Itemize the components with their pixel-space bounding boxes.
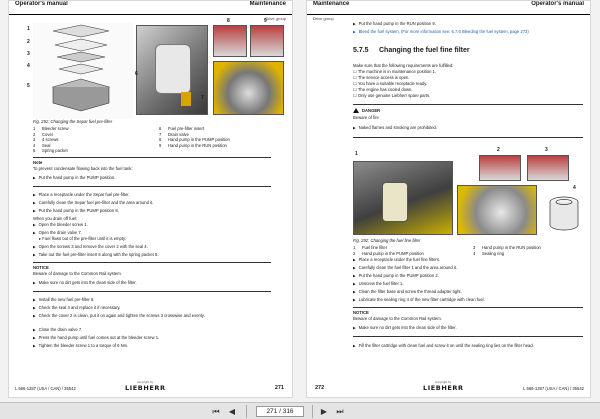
step: ▶ Close the drain valve 7.	[33, 327, 82, 334]
callout-3: 3	[545, 147, 548, 153]
drain-intro: When you drain off fuel:	[33, 216, 78, 221]
hand-pump-pump-photo	[479, 155, 521, 181]
filter-cartridge-photo	[457, 185, 537, 235]
requirement-item: ☐ The engine has cooled down.	[353, 87, 413, 92]
figure-caption: Fig. 291: Changing the Separ fuel pre-filter	[33, 119, 113, 124]
legend-text: Drain valve	[168, 131, 189, 137]
requirement-item: ☐ You have a suitable receptacle ready.	[353, 81, 428, 86]
step: ▶ Carefully clean the fuel filter 1 and the area around it.	[353, 265, 457, 272]
legend-text: Hand pump in the PUMP position	[168, 137, 230, 142]
notice-action: ▶ Make sure no dirt gets into the clean side of the filter.	[33, 280, 137, 287]
requirement-label: The engine has cooled down.	[357, 87, 413, 92]
step: ▶ Put the hand pump in the PUMP position 2.	[353, 273, 439, 280]
liebherr-logo: LIEBHERR	[423, 384, 464, 392]
section-title: Changing the fuel fine filter	[379, 47, 470, 54]
note-title: Note	[33, 160, 43, 165]
previous-page-icon[interactable]: ◀	[228, 407, 236, 416]
bleed-link[interactable]: ▶ Bleed the fuel system, (For more information see: 5.7.6 Bleeding the fuel system, page 273)	[353, 29, 583, 36]
requirement-label: The machine is in maintenance position 1.	[357, 69, 437, 74]
legend-num: 6	[159, 126, 162, 131]
callout-8: 8	[227, 18, 230, 24]
legend-num: 4	[473, 250, 476, 256]
callout-1: 1	[27, 26, 30, 32]
notice-action: ▶ Make sure no dirt gets into the clean side of the filter.	[353, 325, 457, 332]
legend-num: 3	[33, 137, 36, 142]
legend-text: Bleeder screw	[42, 126, 69, 131]
requirement-item: ☐ The machine is in maintenance position 1.	[353, 69, 437, 74]
callout-9: 9	[264, 18, 267, 24]
header-right: Operator's manual	[531, 1, 584, 7]
legend-num: 5	[33, 148, 36, 153]
legend-num: 2	[353, 250, 356, 256]
step: ▶ Put the hand pump in the RUN position 9.	[353, 21, 436, 28]
toolbar-divider	[312, 405, 313, 418]
fuel-fine-filter-photo	[353, 161, 453, 235]
step: ▶ Check the seal 4 and replace it if necessary.	[33, 305, 120, 312]
legend-num: 7	[159, 131, 162, 137]
legend-num: 9	[159, 142, 162, 148]
header-left: Maintenance	[313, 1, 350, 7]
footer-code: L 566-1287 (USA / CAN) / 35542	[523, 386, 584, 391]
legend-text: Fuel pre-filter insert	[168, 126, 205, 131]
last-page-icon[interactable]: ⏭	[336, 407, 344, 416]
header-right: Maintenance	[249, 1, 286, 7]
step: ▶ Press the hand pump until fuel comes out at the bleeder screw 1.	[33, 335, 159, 342]
legend-text: Hand pump in the RUN position	[168, 142, 227, 148]
requirements-intro: Make sure that the following requirements are fulfilled:	[353, 63, 454, 68]
filter-exploded-image	[33, 23, 133, 119]
sealing-ring-drawing	[545, 193, 583, 233]
danger-action: ▶ Naked flames and smoking are prohibited.	[353, 125, 437, 132]
legend-num: 3	[473, 245, 476, 250]
danger-title-row	[353, 108, 380, 114]
step: ▶ Clean the filter base and screw the thread adapter tight.	[353, 289, 462, 296]
legend-num: 1	[33, 126, 36, 131]
legend-text: 4 screws	[42, 137, 59, 142]
requirement-item: ☐ Only use genuine Liebherr spare parts.	[353, 93, 431, 98]
first-page-icon[interactable]: ⏮	[212, 407, 220, 416]
callout-4: 4	[27, 63, 30, 69]
header-left: Operator's manual	[15, 1, 68, 7]
separ-filter-photo	[136, 25, 208, 115]
page-header	[9, 1, 292, 15]
notice-box	[33, 262, 271, 292]
legend-num: 4	[33, 142, 36, 148]
liebherr-logo: LIEBHERR	[125, 384, 166, 392]
legend-text: Sealing ring	[482, 250, 505, 256]
section-number: 5.7.5	[353, 47, 369, 54]
legend-text: Hand pump in the PUMP position	[362, 250, 424, 256]
copyright: copyright by	[137, 380, 154, 384]
left-page	[8, 0, 293, 398]
notice-text: Beware of damage to the Common Rail system.	[33, 271, 122, 276]
step: ▶ Place a receptacle under the fuel fine filters.	[353, 257, 440, 264]
legend-num: 1	[353, 245, 356, 250]
right-page	[306, 0, 591, 398]
callout-1: 1	[355, 151, 358, 157]
legend-text: Cover	[42, 131, 54, 137]
callout-4: 4	[573, 185, 576, 191]
page-number: 272	[315, 385, 325, 391]
notice-title: NOTICE	[353, 310, 369, 315]
note-box	[33, 157, 271, 187]
callout-5: 5	[27, 83, 30, 89]
legend-text: Spring packet	[42, 148, 68, 153]
callout-3: 3	[27, 51, 30, 57]
step: ▶ Put the hand pump in the PUMP position 8.	[33, 208, 119, 215]
step: ▶ Fill the filter cartridge with clean fuel and screw it on until the sealing ring lies on the filter head.	[353, 343, 583, 350]
footer-code: L 566-1287 (USA / CAN) / 35542	[15, 386, 76, 391]
next-page-icon[interactable]: ▶	[320, 407, 328, 416]
hand-pump-run-photo	[250, 25, 284, 57]
step: ▶ Carefully clean the Separ fuel pre-filter and the area around it.	[33, 200, 153, 207]
step: ▶ Check the cover 2 is clean, put it on again and tighten the screws 3 crosswise and evenly.	[33, 313, 273, 320]
step: ▶ Tighten the bleeder screw 1 to a torque of 6 Nm.	[33, 343, 128, 350]
callout-6: 6	[135, 71, 138, 77]
toolbar-divider	[246, 405, 247, 418]
step: ▶ Open the screws 3 and remove the cover 2 with the seal 4.	[33, 244, 148, 251]
step: ▶ Place a receptacle under the Separ fuel pre-filter.	[33, 192, 130, 199]
figure-caption: Fig. 292: Changing the fuel fine filter	[353, 238, 421, 243]
result-label: Fuel flows out of the pre-filter until it is empty.	[42, 236, 126, 241]
callout-2: 2	[27, 39, 30, 45]
hand-pump-pump-photo	[213, 25, 247, 57]
result-text: ▸ Fuel flows out of the pre-filter until it is empty.	[39, 236, 126, 241]
requirement-label: You have a suitable receptacle ready.	[357, 81, 428, 86]
step: ▶ Unscrew the fuel filter 1.	[353, 281, 404, 288]
legend-text: Hand pump in the RUN position	[482, 245, 541, 250]
warning-icon	[353, 108, 359, 113]
callout-2: 2	[497, 147, 500, 153]
legend-num: 8	[159, 137, 162, 142]
page-navigation-toolbar	[0, 402, 600, 419]
legend-num: 2	[33, 131, 36, 137]
drain-valve-photo	[213, 61, 284, 115]
notice-box	[353, 307, 583, 337]
requirement-label: Only use genuine Liebherr spare parts.	[357, 93, 431, 98]
note-text: To prevent condensate flowing back into the fuel tank:	[33, 166, 133, 171]
danger-box	[353, 104, 583, 138]
page-header	[307, 1, 590, 15]
note-step: ▶ Put the hand pump in the PUMP position.	[33, 175, 115, 182]
step: ▶ Take out the fuel pre-filter insert 6 along with the spring packet 5.	[33, 252, 159, 259]
step: ▶ Lubricate the sealing ring 4 of the new filter cartridge with clean fuel.	[353, 297, 485, 304]
requirement-item: ☐ The service access is open.	[353, 75, 410, 80]
copyright: copyright by	[435, 380, 452, 384]
legend-text: Seal	[42, 142, 51, 148]
requirement-label: The service access is open.	[357, 75, 410, 80]
notice-text: Beware of damage to the Common Rail system.	[353, 316, 442, 321]
step: ▶ Open the drain valve 7.	[33, 230, 82, 237]
notice-title: NOTICE	[33, 265, 49, 270]
page-number: 271	[274, 385, 284, 391]
legend-text: Fuel fine filter	[362, 245, 388, 250]
subheader: Drive group	[265, 16, 286, 21]
step: ▶ Open the bleeder screw 1.	[33, 222, 88, 229]
danger-title: DANGER	[362, 108, 381, 113]
danger-text: Beware of fire	[353, 115, 379, 120]
hand-pump-run-photo	[527, 155, 569, 181]
step: ▶ Install the new fuel pre-filter 6.	[33, 297, 94, 304]
callout-7: 7	[201, 95, 204, 101]
subheader: Drive group	[313, 16, 334, 21]
page-number-input[interactable]: 271 / 316	[256, 406, 304, 417]
